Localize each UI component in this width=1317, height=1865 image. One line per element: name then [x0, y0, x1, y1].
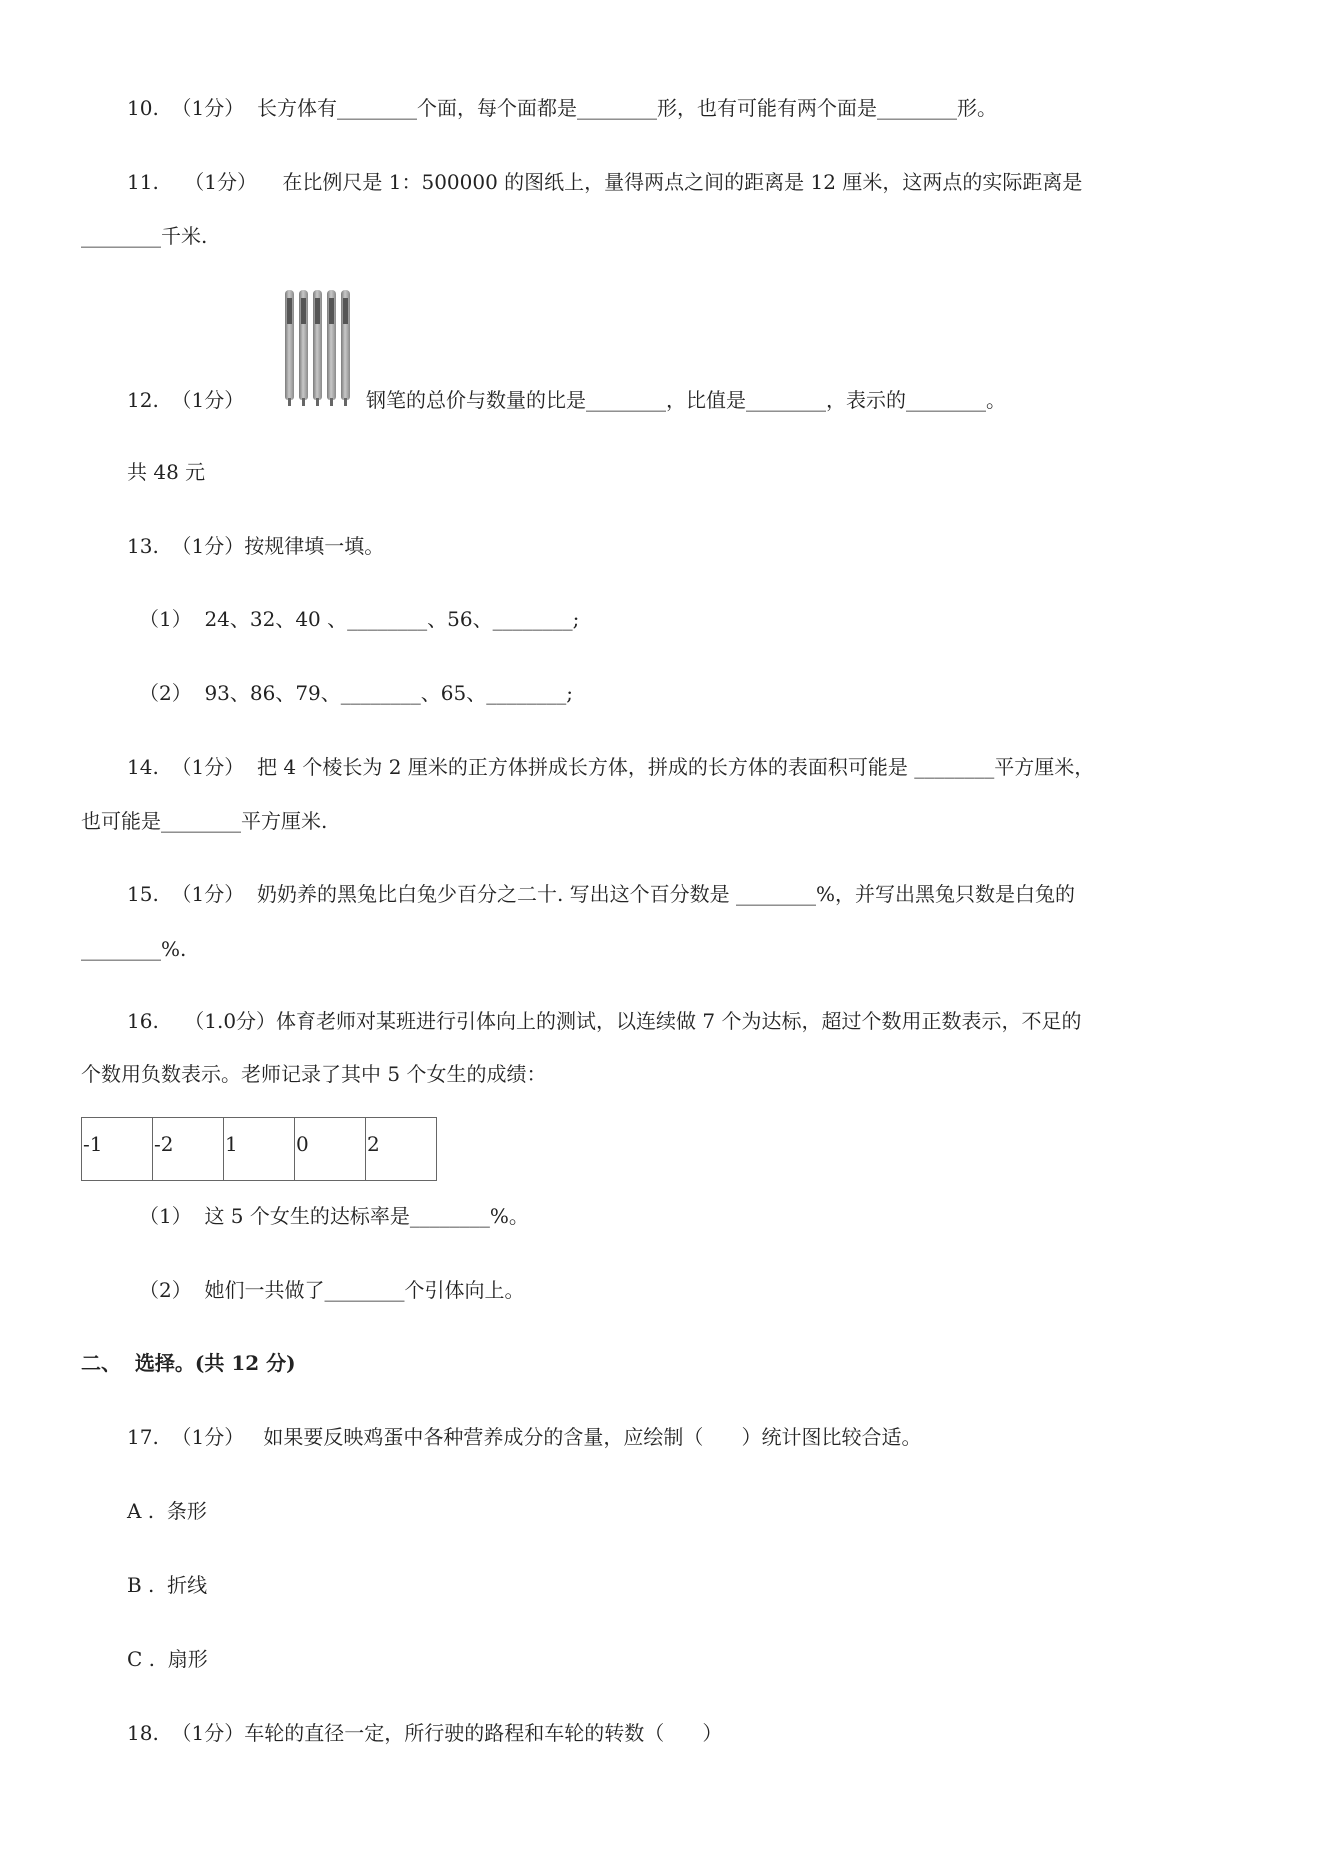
table-cell: 1	[224, 1118, 295, 1181]
option-b[interactable]: B . 折线	[127, 1573, 208, 1597]
question-12-text: 钢笔的总价与数量的比是________，比值是________，表示的________。	[366, 388, 1006, 412]
pens-image	[285, 290, 353, 400]
question-11-line2: ________千米.	[81, 224, 208, 248]
question-15-line1: 15. （1分） 奶奶养的黑兔比白兔少百分之二十. 写出这个百分数是 ________%，并写出黑兔只数是白兔的	[127, 882, 1076, 906]
scores-table	[81, 1117, 437, 1181]
question-13: 13. （1分）按规律填一填。	[127, 534, 385, 558]
question-11-line1: 11. （1分） 在比例尺是 1：500000 的图纸上，量得两点之间的距离是 12 厘米，这两点的实际距离是	[127, 170, 1083, 194]
question-18: 18. （1分）车轮的直径一定，所行驶的路程和车轮的转数（ ）	[127, 1721, 723, 1745]
question-15-line2: ________%.	[81, 937, 187, 961]
question-16-part2: （2） 她们一共做了________个引体向上。	[139, 1278, 525, 1302]
table-row	[82, 1118, 437, 1181]
question-13-part2: （2） 93、86、79、________、65、________;	[139, 681, 573, 705]
option-c[interactable]: C . 扇形	[127, 1647, 208, 1671]
question-16-line2: 个数用负数表示。老师记录了其中 5 个女生的成绩：	[81, 1062, 547, 1086]
section-2-heading: 二、 选择。(共 12 分)	[81, 1351, 296, 1375]
option-a[interactable]: A . 条形	[127, 1499, 207, 1523]
table-cell: 0	[295, 1118, 366, 1181]
table-cell: -1	[82, 1118, 153, 1181]
question-17: 17. （1分） 如果要反映鸡蛋中各种营养成分的含量，应绘制（ ）统计图比较合适。	[127, 1425, 922, 1449]
question-16-part1: （1） 这 5 个女生的达标率是________%。	[139, 1204, 529, 1228]
table-cell: 2	[366, 1118, 437, 1181]
table-cell: -2	[153, 1118, 224, 1181]
question-14-line2: 也可能是________平方厘米.	[81, 809, 328, 833]
question-16-line1: 16. （1.0分）体育老师对某班进行引体向上的测试，以连续做 7 个为达标，超过个数用正数表示，不足的	[127, 1009, 1082, 1033]
question-12-number: 12. （1分）	[127, 388, 245, 412]
question-13-part1: （1） 24、32、40 、________、56、________;	[139, 607, 580, 631]
question-12-caption: 共 48 元	[127, 460, 206, 484]
question-14-line1: 14. （1分） 把 4 个棱长为 2 厘米的正方体拼成长方体，拼成的长方体的表面积可能是 ________平方厘米，	[127, 755, 1095, 779]
question-10: 10. （1分） 长方体有________个面，每个面都是________形，也有可能有两个面是________形。	[127, 96, 997, 120]
